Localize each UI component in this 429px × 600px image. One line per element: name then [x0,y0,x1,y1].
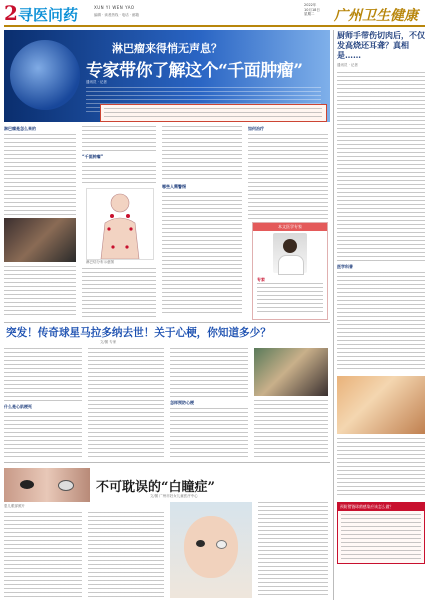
header-rule [4,25,425,27]
bottom-story-rule [4,462,330,463]
header-info: 编辑 · 读者热线 · 电话 · 邮箱 [94,13,140,17]
right-story-text-1 [337,72,425,262]
lead-column-1 [4,126,76,318]
prevention-box-title: 预防猪链球菌感染应该怎么做？ [338,503,424,511]
right-divider [333,30,334,600]
right-story-subhead: 医学科普 [337,264,353,269]
mid-story-rule [4,322,330,323]
lead-column-4-text [248,134,328,220]
lead-section-head-4: 如何治疗 [248,126,264,131]
right-story-byline: 通讯员 · 记者 [337,63,358,67]
mid-column-1-text-b [4,412,82,460]
globe-decoration [10,40,80,110]
paper-name: 广州卫生健康 [334,8,418,24]
bottom-photo-label: 患儿眼部照片 [4,504,25,508]
lead-summary-text [104,108,322,118]
expert-box [252,222,328,320]
mid-subhead-2: 怎样预防心梗 [170,400,194,405]
bottom-column-2-text [88,512,164,598]
page-number: 2 [4,1,18,25]
child-eye-right [216,540,227,549]
lead-section-head-1: 淋巴瘤是怎么来的 [4,126,36,131]
section-pinyin: XUN YI WEN YAO [94,5,135,10]
prevention-box-text [341,514,421,562]
masthead [4,3,425,25]
mid-column-2-text [88,348,164,458]
child-photo [170,502,252,598]
mid-column-1 [4,348,82,458]
right-story-text-3 [337,438,425,498]
expert-body [278,255,304,275]
expert-photo [273,233,307,273]
lead-column-2-text-b [82,162,156,184]
child-eye-left [196,540,205,547]
mid-subhead-1: 什么是心肌梗死 [4,404,32,409]
issue-day: 10月18日 [304,7,320,12]
body-outline-illustration [87,189,153,259]
right-story-title: 厨师手带伤切肉后，不仅发高烧还耳聋？真相是…… [337,30,425,60]
expert-name: 专家 [257,277,265,282]
lead-summary-box [100,104,327,122]
lymph-figure [86,188,154,260]
lead-kicker: 淋巴瘤来得悄无声息？ [112,42,222,55]
lead-byline: 通讯员 · 记者 [86,80,107,84]
right-story [337,30,425,600]
mid-column-3-text-b [170,408,248,460]
lead-section-head-3: 哪些人需警惕 [162,184,186,189]
child-face [184,516,238,578]
mid-story-title: 突发！传奇球星马拉多纳去世！关于心梗，你知道多少？ [6,327,271,339]
prevention-box [337,502,425,564]
lead-column-2-text [82,126,156,152]
expert-bio [257,283,323,315]
lead-column-3-text-b [162,192,242,316]
mid-column-2 [88,348,164,458]
lead-column-3-text [162,126,242,182]
lead-column-2 [82,126,156,318]
mid-column-4-text [254,400,328,458]
bottom-column-1-text [4,512,82,598]
bottom-column-4-text [258,502,328,598]
mid-column-3 [170,348,248,458]
section-title: 寻医问药 [18,6,79,24]
lead-column-4 [248,126,328,318]
lead-column-1-text-b [4,266,76,318]
lymph-figure-caption: 淋巴结分布示意图 [86,260,114,264]
right-photo [337,376,425,434]
issue-weekday: 星期二 [304,12,315,16]
lead-title: 专家带你了解这个“千面肿瘤” [86,61,303,81]
issue-year: 2022年 [304,3,317,7]
expert-box-title: 本文医学专家 [253,223,327,231]
mid-photo [254,348,328,396]
expert-head [283,239,297,253]
issue-date [304,3,320,17]
lead-column-1-text [4,134,76,218]
bottom-story-byline: 文/图 广州市妇女儿童医疗中心 [150,494,198,498]
mid-column-3-text [170,348,248,398]
lead-section-head-2: “千面肿瘤” [82,154,104,159]
lead-column-3 [162,126,242,318]
eye-right [58,480,74,491]
bottom-story-title: 不可耽误的“白瞳症” [96,480,215,495]
right-story-text-2 [337,272,425,372]
eye-left [20,480,34,489]
mid-story-byline: 文/图 专家 [100,340,117,344]
mid-column-1-text [4,348,82,402]
lead-photo-1 [4,218,76,262]
lead-column-2-text-c [82,268,156,318]
bottom-eye-photo [4,468,90,502]
